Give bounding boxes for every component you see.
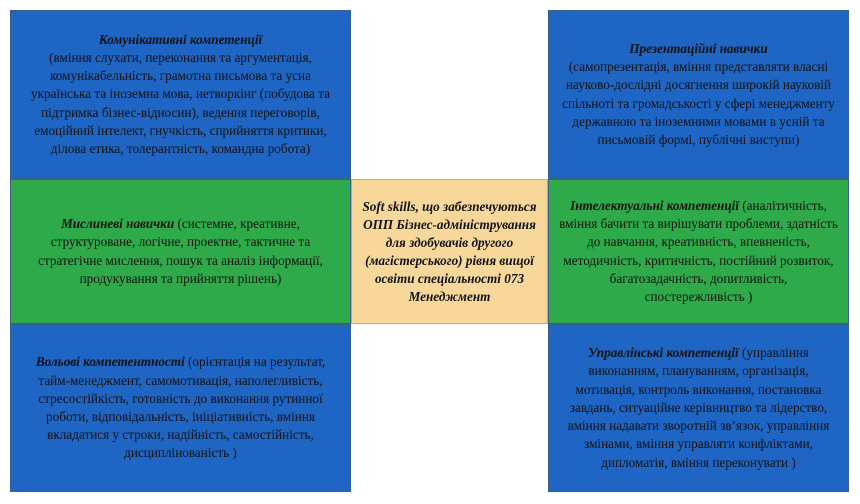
thinking-skills-box bbox=[10, 179, 351, 324]
presentation-title: Презентаційні навички bbox=[629, 40, 768, 56]
intellectual-title: Інтелектуальні компетенції bbox=[570, 197, 739, 213]
volitional-competencies-box bbox=[10, 324, 351, 492]
intellectual-text: (аналітичність, вміння бачити та вирішувати проблеми, здатність до навчання, креативність, впевненість, методичність, критичність, постійний розвиток, багатозадачність, допитливість, спостережливість ) bbox=[559, 197, 838, 304]
volitional-title: Вольові компетентності bbox=[35, 354, 185, 370]
managerial-content bbox=[559, 344, 838, 471]
center-text: Soft skills, що забезпечуються ОПП Бізнес-адміністрування для здобувачів другого (магістерського) рівня вищої освіти спеціальності 073 Менеджмент bbox=[362, 198, 537, 304]
volitional-text: (орієнтація на результат, тайм-менеджмент, самомотивація, наполегливість, стресостійкість, готовність до виконання рутинної роботи, відповідальність, ініціативність, вміння вкладатися у строки, надійність, самостійність, дисциплінованість ) bbox=[38, 354, 326, 461]
presentation-skills-box bbox=[548, 10, 849, 179]
intellectual-competencies-box bbox=[548, 179, 849, 324]
thinking-text: (системне, креативне, структуроване, логічне, проектне, тактичне та стратегічне мислення, пошук та аналіз інформації, продукування та прийняття рішень) bbox=[38, 216, 323, 286]
intellectual-content bbox=[559, 197, 838, 306]
communicative-text: (вміння слухати, переконання та аргументація, комунікабельність, грамотна письмова та усна українська та іноземна мова, нетворкінг (побудова та підтримка бізнес-відносин), ведення переговорів, емоційний інтелект, гнучкість, сприйняття критики, ділова етика, толерантність, командна робота) bbox=[31, 49, 330, 156]
managerial-title: Управлінські компетенції bbox=[587, 345, 739, 361]
thinking-content bbox=[21, 215, 340, 288]
managerial-text: (управління виконанням, плануванням, організація, мотивація, контроль виконання, постановка завдань, ситуаційне керівництво та лідерство, вміння надавати зворотній зв’язок, управління змінами, вміння управляти конфліктами, дипломатія, вміння переконувати ) bbox=[567, 345, 830, 470]
communicative-title: Комунікативні компетенції bbox=[98, 31, 263, 47]
soft-skills-center-box bbox=[351, 179, 548, 324]
volitional-content bbox=[21, 353, 340, 462]
managerial-competencies-box bbox=[548, 324, 849, 492]
communicative-competencies-box bbox=[10, 10, 351, 179]
presentation-text: (самопрезентація, вміння представляти власні науково-дослідні досягнення широкій науковій спільноті та громадськості у сфері менеджменту державною та іноземними мовами в усній та письмовій формі, публічні виступи) bbox=[562, 59, 835, 147]
thinking-title: Мислиневі навички bbox=[61, 216, 175, 232]
